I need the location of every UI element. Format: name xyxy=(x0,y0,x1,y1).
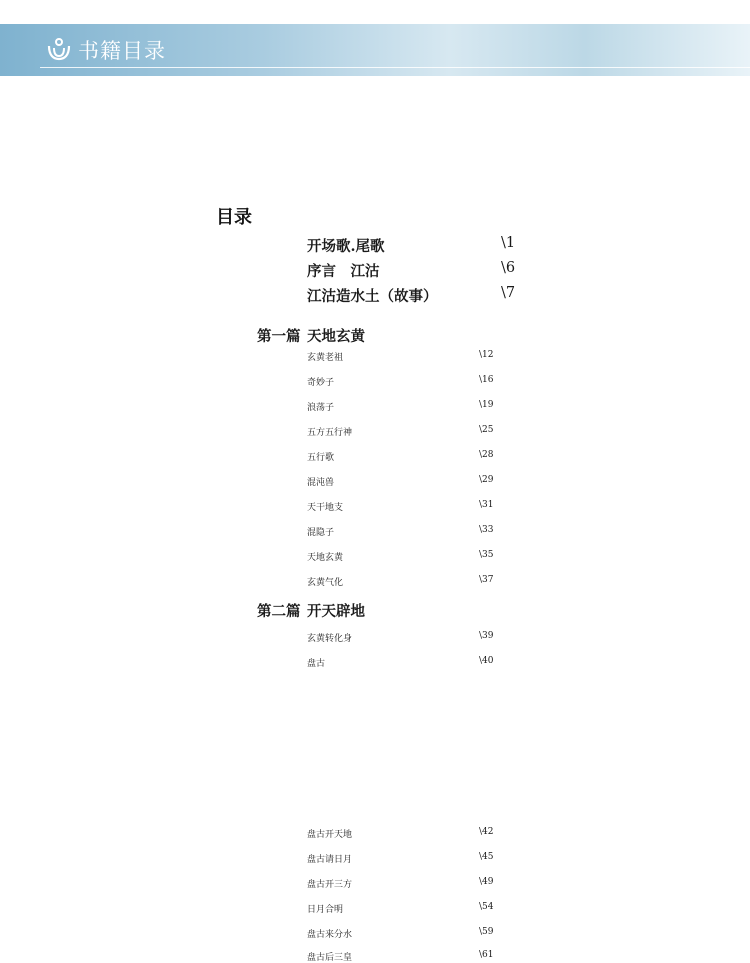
toc-entry-page: \61 xyxy=(479,950,494,960)
toc-entry-title[interactable]: 盘古来分水 xyxy=(307,930,353,940)
toc-entry-title[interactable]: 序言 江沽 xyxy=(307,263,380,280)
toc-heading: 目录 xyxy=(216,207,252,228)
toc-entry-page: \54 xyxy=(479,902,494,912)
toc-entry-title[interactable]: 盘古请日月 xyxy=(307,855,353,865)
part-name[interactable]: 开天辟地 xyxy=(307,603,365,620)
part-label: 第一篇 xyxy=(257,328,301,345)
banner-title: 书籍目录 xyxy=(78,39,166,63)
toc-entry-title[interactable]: 奇妙子 xyxy=(307,378,335,388)
toc-entry-page: \16 xyxy=(479,375,494,385)
toc-entry-page: \39 xyxy=(479,631,494,641)
toc-entry-page: \6 xyxy=(501,260,516,276)
toc-entry-page: \37 xyxy=(479,575,494,585)
toc-entry-page: \19 xyxy=(479,400,494,410)
toc-entry-title[interactable]: 日月合明 xyxy=(307,905,344,915)
toc-entry-title[interactable]: 混沌兽 xyxy=(307,478,335,488)
toc-entry-title[interactable]: 五方五行神 xyxy=(307,428,353,438)
toc-entry-page: \1 xyxy=(501,235,516,251)
toc-entry-title[interactable]: 盘古开天地 xyxy=(307,830,353,840)
toc-entry-title[interactable]: 天地玄黄 xyxy=(307,553,344,563)
toc-entry-page: \59 xyxy=(479,927,494,937)
toc-entry-title[interactable]: 江沽造水土（故事） xyxy=(307,288,438,305)
toc-entry-page: \40 xyxy=(479,656,494,666)
toc-entry-page: \25 xyxy=(479,425,494,435)
toc-entry-page: \7 xyxy=(501,285,516,301)
toc-entry-title[interactable]: 玄黄气化 xyxy=(307,578,344,588)
toc-entry-page: \33 xyxy=(479,525,494,535)
part-label: 第二篇 xyxy=(257,603,301,620)
part-name[interactable]: 天地玄黄 xyxy=(307,328,365,345)
toc-entry-title[interactable]: 混隐子 xyxy=(307,528,335,538)
toc-entry-title[interactable]: 浪荡子 xyxy=(307,403,335,413)
toc-entry-title[interactable]: 五行歌 xyxy=(307,453,335,463)
lotus-logo-icon xyxy=(46,36,72,62)
toc-entry-title[interactable]: 玄黄转化身 xyxy=(307,634,353,644)
toc-entry-page: \29 xyxy=(479,475,494,485)
toc-entry-title[interactable]: 天干地支 xyxy=(307,503,344,513)
toc-entry-title[interactable]: 盘古开三方 xyxy=(307,880,353,890)
toc-entry-title[interactable]: 玄黄老祖 xyxy=(307,353,344,363)
toc-entry-page: \12 xyxy=(479,350,494,360)
toc-entry-title[interactable]: 盘古后三皇 xyxy=(307,953,353,963)
toc-entry-page: \49 xyxy=(479,877,494,887)
header-banner xyxy=(0,24,750,76)
toc-entry-page: \35 xyxy=(479,550,494,560)
toc-entry-page: \45 xyxy=(479,852,494,862)
toc-entry-page: \42 xyxy=(479,827,494,837)
toc-entry-page: \31 xyxy=(479,500,494,510)
toc-entry-title[interactable]: 盘古 xyxy=(307,659,326,669)
toc-entry-page: \28 xyxy=(479,450,494,460)
toc-entry-title[interactable]: 开场歌.尾歌 xyxy=(307,238,385,255)
